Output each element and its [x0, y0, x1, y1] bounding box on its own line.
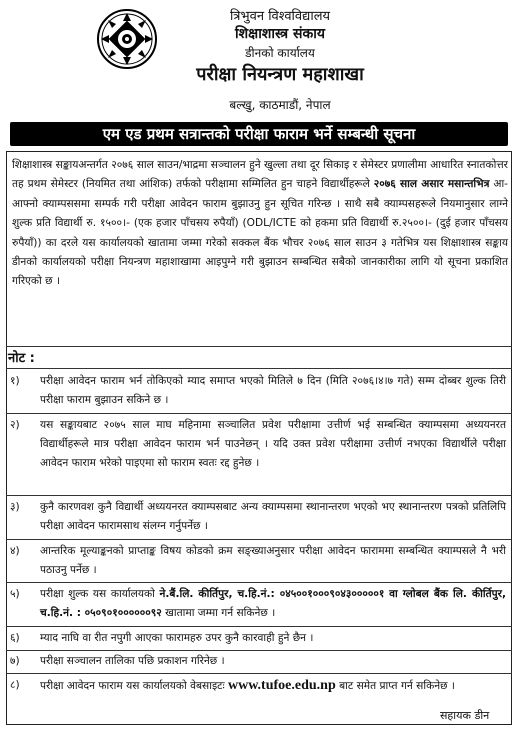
divider [6, 495, 512, 496]
divider [6, 346, 512, 347]
notes-heading: नोट : [8, 351, 35, 366]
bank-account-2: वा ग्लोबल बैंक लि. कीर्तिपुर, च.हि.नं. : ०५०९०१००००००९२ [40, 588, 506, 619]
intro-text-2: आ-आफ्नो क्याम्पससमा सम्पर्क गरी परीक्षा आवेदन फाराम बुझाउनु हुन सूचित गरिन्छ । साथै सबै क्याम्पसहरूले नियमानुसार लाग्ने शुल्क प्रति विद्यार्थी रु. १५००।- (एक हजार पाँचसय रुपैयाँ) (ODL/ICTE को हकमा प्रति विद्यार्थी रु.२५००।- (दुई हजार पाँचसय रुपैयाँ)) का दरले यस कार्यालयको खातामा जम्मा गरेको सक्कल बैंक भौचर २०७६ साल साउन ३ गतेभित्र यस शिक्षाशास्त्र सङ्काय डीनको कार्यालयको परीक्षा नियन्त्रण महाशाखामा आइपुग्ने गरी बुझाउन सम्बन्धित सबैको जानकारीका लागि यो सूचना प्रकाशित गरिएको छ । [12, 178, 508, 288]
note-text: परीक्षा आवेदन फाराम भर्न तोकिएको म्याद समाप्त भएको मितिले ७ दिन (मिति २०७६।४।७ गते) सम्म दोब्बर शुल्क तिरी परीक्षा फाराम बुझाउन सकिने छ । [40, 375, 506, 406]
intro-text-1: शिक्षाशास्त्र सङ्कायअन्तर्गत २०७६ साल साउन/भाद्रमा सञ्चालन हुने खुल्ला तथा दूर सिकाइ र सेमेस्टर प्रणालीमा आधारित स्नातकोत्तर तह प्रथम सेमेस्टर (नियमित तथा आंशिक) तर्फको परीक्षामा सम्मिलित हुन चाहने विद्यार्थीहरूले [12, 159, 508, 191]
university-logo [96, 8, 158, 70]
note-text: कुनै कारणवश कुनै विद्यार्थी अध्ययनरत क्याम्पसबाट अन्य क्याम्पसमा स्थानान्तरण भएको भए स्थानान्तरण पत्रको प्रतिलिपि परीक्षा आवेदन फारामसाथ संलग्न गर्नुपर्नेछ । [40, 501, 506, 532]
website-outro: बाट समेत प्राप्त गर्न सकिनेछ । [335, 680, 455, 692]
note-number: ५) [10, 588, 20, 600]
divider [6, 539, 512, 540]
website-link[interactable]: www.tufoe.edu.np [228, 678, 336, 693]
signature: सहायक डीन [440, 709, 490, 722]
bank-outro: खातामा जम्मा गर्न सकिनेछ । [161, 607, 276, 619]
note-text: आन्तरिक मूल्याङ्कनको प्राप्ताङ्क विषय कोडको क्रम सङ्ख्याअनुसार परीक्षा आवेदन फाराममा सम्बन्धित क्याम्पसले नै भरी पठाउनु पर्नेछ । [40, 545, 506, 576]
website-intro: परीक्षा आवेदन फाराम यस कार्यालयको वेबसाइटः [40, 680, 228, 692]
intro-deadline: २०७६ साल असार मसान्तभित्र [373, 178, 490, 191]
office-name: डीनको कार्यालय [245, 46, 315, 60]
notice-title: एम एड प्रथम सत्रान्तको परीक्षा फाराम भर्ने सम्बन्धी सूचना [10, 122, 508, 146]
bank-intro: परीक्षा शुल्क यस कार्यालयको [40, 588, 160, 600]
note-number: ८) [10, 679, 20, 691]
division-name: परीक्षा नियन्त्रण महाशाखा [196, 64, 364, 85]
note-number: ४) [10, 545, 20, 557]
note-number: ३) [10, 501, 20, 513]
divider [6, 413, 512, 414]
note-text [40, 585, 506, 623]
divider [6, 582, 512, 583]
divider [6, 368, 512, 369]
address: बल्खु, काठमाडौं, नेपाल [229, 98, 331, 112]
note-number: ७) [10, 655, 20, 667]
note-text: म्याद नाघि वा रीत नपुगी आएका फारामहरु उपर कुनै कारवाही हुने छैन । [40, 632, 314, 644]
divider [6, 626, 512, 627]
university-name: त्रिभुवन विश्वविद्यालय [229, 9, 331, 24]
faculty-name: शिक्षाशास्त्र संकाय [235, 26, 325, 42]
letterhead [0, 0, 520, 118]
intro-paragraph [12, 156, 508, 292]
note-text: यस सङ्कायबाट २०७५ साल माघ महिनामा सञ्चालित प्रवेश परीक्षामा उत्तीर्ण भई सम्बन्धित क्याम्पसमा अध्ययनरत विद्यार्थीहरूले मात्र परीक्षा आवेदन फाराम भर्न पाउनेछन् । यदि उक्त प्रवेश परीक्षामा उत्तीर्ण नभएका विद्यार्थीले परीक्षा आवेदन फाराम भरेको पाइएमा सो फाराम स्वतः रद्द हुनेछ । [40, 419, 506, 469]
divider [6, 650, 512, 651]
note-number: २) [10, 419, 20, 431]
divider [6, 673, 512, 674]
note-number: १) [10, 375, 20, 387]
bank-account-1: ने.बैं.लि. कीर्तिपुर, च.हि.नं.: ०४५००१०००९०४३०००००१ [159, 588, 385, 600]
note-text [40, 676, 506, 696]
note-number: ६) [10, 632, 20, 644]
note-text: परीक्षा सञ्चालन तालिका पछि प्रकाशन गरिनेछ । [40, 655, 225, 667]
